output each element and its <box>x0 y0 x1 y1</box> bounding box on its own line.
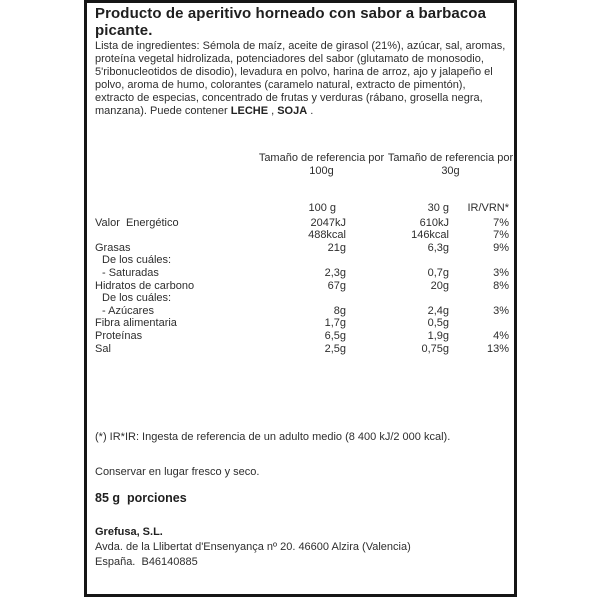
ingredients-paragraph <box>95 40 506 118</box>
value-per-100g: 2047kJ <box>310 216 346 229</box>
value-per-100g: 67g <box>327 279 346 292</box>
ingredients-text: Lista de ingredientes: Sémola de maíz, aceite de girasol (21%), azúcar, sal, aromas, proteína vegetal hidrolizada, potenciadores del sabor (glutamato de monosodio, 5'ribonucleotidos de disodio), levadura en polvo, harina de arroz, ajo y jalapeño el polvo, aroma de humo, colorantes (caramelo natural, extracto de pimentón), extracto de especias, concentrado de frutas y verduras (rábano, grosella negra, manzana). Puede contener <box>95 40 506 117</box>
nutrient-label: Grasas <box>95 241 131 254</box>
value-per-30g: 146kcal <box>411 229 449 242</box>
value-per-30g: 20g <box>430 279 449 292</box>
value-per-30g <box>346 254 449 267</box>
value-per-100g: 6,5g <box>324 329 346 342</box>
reference-size-label: Tamaño de referencia por <box>387 152 514 164</box>
value-per-100g: 8g <box>333 304 346 317</box>
allergen-separator: , <box>268 105 278 117</box>
header-spacer <box>95 202 245 217</box>
reference-size-label: Tamaño de referencia por <box>258 152 385 164</box>
nutrient-label <box>95 229 245 242</box>
reference-size-value: 100g <box>309 165 334 177</box>
allergen-milk: LECHE <box>230 105 269 117</box>
reference-intake-footnote: (*) IR*IR: Ingesta de referencia de un adulto medio (8 400 kJ/2 000 kcal). <box>95 431 451 443</box>
manufacturer-country-registration: España. B46140885 <box>95 556 198 568</box>
value-ir-percent: 4% <box>493 329 509 342</box>
manufacturer-address: Avda. de la Llibertat d'Ensenyança nº 20. 46600 Alzira (Valencia) <box>95 541 411 553</box>
reference-size-30g <box>386 152 515 178</box>
value-ir-percent <box>449 254 509 267</box>
value-per-100g <box>245 292 346 305</box>
value-per-30g: 0,7g <box>427 266 449 279</box>
value-per-30g: 610kJ <box>419 216 449 229</box>
portion-size: 85 g porciones <box>95 491 187 505</box>
value-per-100g <box>245 254 346 267</box>
nutrient-label: Proteínas <box>95 329 143 342</box>
nutrient-label: - Saturadas <box>102 266 159 279</box>
value-ir-percent <box>449 292 509 305</box>
value-per-30g: 0,5g <box>427 317 449 330</box>
nutrient-label: De los cuáles: <box>102 254 172 267</box>
value-ir-percent: 13% <box>486 342 509 355</box>
nutrient-label: - Azúcares <box>102 304 154 317</box>
column-header-100g: 100 g <box>308 202 336 214</box>
nutrient-label: De los cuáles: <box>102 292 172 305</box>
ingredients-terminator: . <box>307 105 314 117</box>
value-ir-percent <box>449 317 509 330</box>
nutrient-label: Sal <box>95 342 111 355</box>
value-per-30g: 0,75g <box>421 342 449 355</box>
value-per-100g: 21g <box>327 241 346 254</box>
reference-size-100g <box>257 152 386 178</box>
product-description: Producto de aperitivo horneado con sabor a barbacoa picante. <box>95 5 487 39</box>
value-per-100g: 2,3g <box>324 266 346 279</box>
nutrient-label: Valor Energético <box>95 216 179 229</box>
storage-instructions: Conservar en lugar fresco y seco. <box>95 466 260 478</box>
value-per-30g: 1,9g <box>427 329 449 342</box>
value-per-30g: 6,3g <box>427 241 449 254</box>
value-ir-percent: 9% <box>493 241 509 254</box>
value-per-100g: 488kcal <box>308 229 346 242</box>
value-ir-percent: 7% <box>493 229 509 242</box>
value-ir-percent: 7% <box>493 216 509 229</box>
value-ir-percent: 3% <box>493 266 509 279</box>
product-label <box>84 0 517 597</box>
manufacturer-name: Grefusa, S.L. <box>95 526 163 538</box>
value-per-100g: 1,7g <box>324 317 346 330</box>
nutrition-table <box>95 202 509 355</box>
value-ir-percent: 3% <box>493 304 509 317</box>
column-header-30g: 30 g <box>427 202 449 214</box>
manufacturer-block <box>95 525 506 570</box>
value-per-30g <box>346 292 449 305</box>
reference-size-header <box>257 152 515 178</box>
allergen-soy: SOJA <box>277 105 308 117</box>
column-header-ir-vrn: IR/VRN* <box>467 202 509 214</box>
nutrient-label: Hidratos de carbono <box>95 279 195 292</box>
value-per-100g: 2,5g <box>324 342 346 355</box>
value-per-30g: 2,4g <box>427 304 449 317</box>
reference-size-value: 30g <box>441 165 460 177</box>
value-ir-percent: 8% <box>493 279 509 292</box>
nutrient-label: Fibra alimentaria <box>95 317 177 330</box>
